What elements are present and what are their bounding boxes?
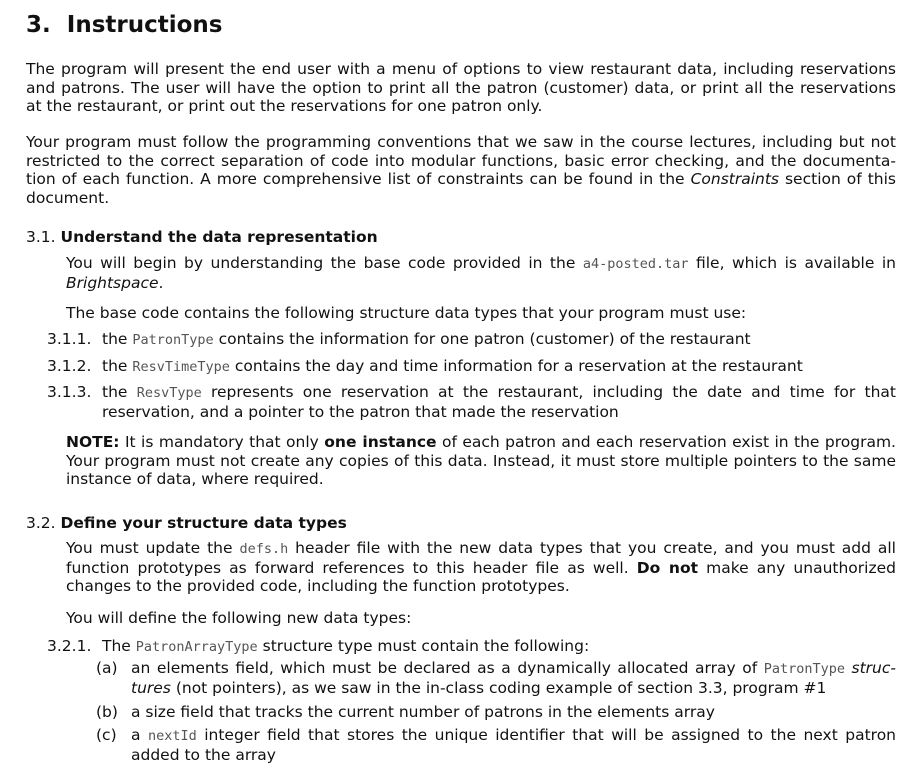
structs-intro: The base code contains the following structure data types that your program must use: — [66, 304, 747, 322]
subsection-3-1-title: Understand the data representation — [60, 228, 378, 246]
subsection-3-2-number: 3.2. — [26, 514, 56, 532]
patron-type-code-2: PatronType — [763, 661, 845, 677]
subsection-3-2-title: Define your structure data types — [60, 514, 347, 532]
item-3-1-3-number: 3.1.3. — [47, 383, 92, 401]
sub-item-b-label: (b) — [96, 703, 118, 721]
item-3-1-3-text: the ResvType represents one reservation at the restaurant, including the date and time for that reservation, and a pointer to the patron that made the reservation — [102, 383, 896, 421]
subsection-3-1-intro: You will begin by understanding the base code provided in the a4-posted.tar file, which is available in Brightspace. — [66, 254, 896, 292]
patron-array-type-code: PatronArrayType — [135, 639, 258, 655]
patron-type-code: PatronType — [132, 332, 214, 348]
sub-item-a-label: (a) — [96, 659, 118, 677]
tar-filename: a4-posted.tar — [582, 256, 689, 272]
intro-p2-line-4: document. — [26, 188, 110, 207]
intro-p2-line-2: restricted to the correct separation of code into modular functions, basic error checking, and the documenta- — [26, 151, 896, 170]
define-intro: You will define the following new data types: — [66, 609, 412, 627]
item-3-1-1-number: 3.1.1. — [47, 330, 92, 348]
intro-p1-line-2: and patrons. The user will have the option to print all the patron (customer) data, or print all the reservations — [26, 78, 896, 97]
intro-p1-line-3: at the restaurant, or print out the reservations for one patron only. — [26, 97, 543, 116]
intro-p2-line-1: Your program must follow the programming conventions that we saw in the course lectures, including but not — [26, 133, 896, 151]
item-3-1-2-text: the ResvTimeType contains the day and time information for a reservation at the restaurant — [102, 357, 803, 375]
section-heading — [26, 12, 222, 38]
do-not-emphasis: Do not — [636, 558, 698, 577]
intro-p1-line-1: The program will present the end user with a menu of options to view restaurant data, including reservations — [26, 60, 896, 78]
item-3-2-1-text: The PatronArrayType structure type must contain the following: — [102, 637, 590, 655]
subsection-3-1-number: 3.1. — [26, 228, 56, 246]
sub-item-c-text: a nextId integer field that stores the unique identifier that will be assigned to the next patron added to the array — [131, 726, 896, 764]
next-id-code: nextId — [147, 728, 197, 744]
section-title: Instructions — [66, 12, 223, 38]
sub-item-c-label: (c) — [96, 726, 117, 744]
resv-type-code: ResvType — [136, 385, 202, 401]
brightspace-text: Brightspace — [66, 273, 159, 292]
sub-item-b-text: a size field that tracks the current number of patrons in the elements array — [131, 703, 715, 721]
subsection-3-1-heading — [26, 228, 378, 247]
intro-paragraph-1 — [26, 60, 896, 116]
defs-h-filename: defs.h — [239, 541, 289, 557]
intro-paragraph-2 — [26, 133, 896, 207]
note-label: NOTE: — [66, 433, 120, 451]
subsection-3-2-intro: You must update the defs.h header file with the new data types that you create, and you must add all function prototypes as forward references to this header file as well. Do not make any unauthorized changes to the provided code, including the function prototypes. — [66, 539, 896, 596]
resv-time-type-code: ResvTimeType — [132, 359, 230, 375]
item-3-1-2-number: 3.1.2. — [47, 357, 92, 375]
one-instance-emphasis: one instance — [324, 433, 437, 451]
section-number: 3. — [26, 12, 51, 38]
item-3-1-1-text: the PatronType contains the information for one patron (customer) of the restaurant — [102, 330, 751, 348]
constraints-link-text: Constraints — [690, 170, 779, 189]
subsection-3-2-heading — [26, 514, 347, 533]
sub-item-a-text: an elements field, which must be declared as a dynamically allocated array of PatronType struc- tures (not pointers), as we saw in the in-class coding example of section 3.3, program #1 — [131, 659, 896, 697]
note-block: NOTE: It is mandatory that only one instance of each patron and each reservation exist in the program. Your program must not create any copies of this data. Instead, it must store multiple pointers to the same instance of data, where required. — [66, 433, 896, 489]
item-3-2-1-number: 3.2.1. — [47, 637, 92, 655]
intro-p2-line-3: tion of each function. A more comprehensive list of constraints can be found in the Constraints section of this — [26, 170, 896, 189]
